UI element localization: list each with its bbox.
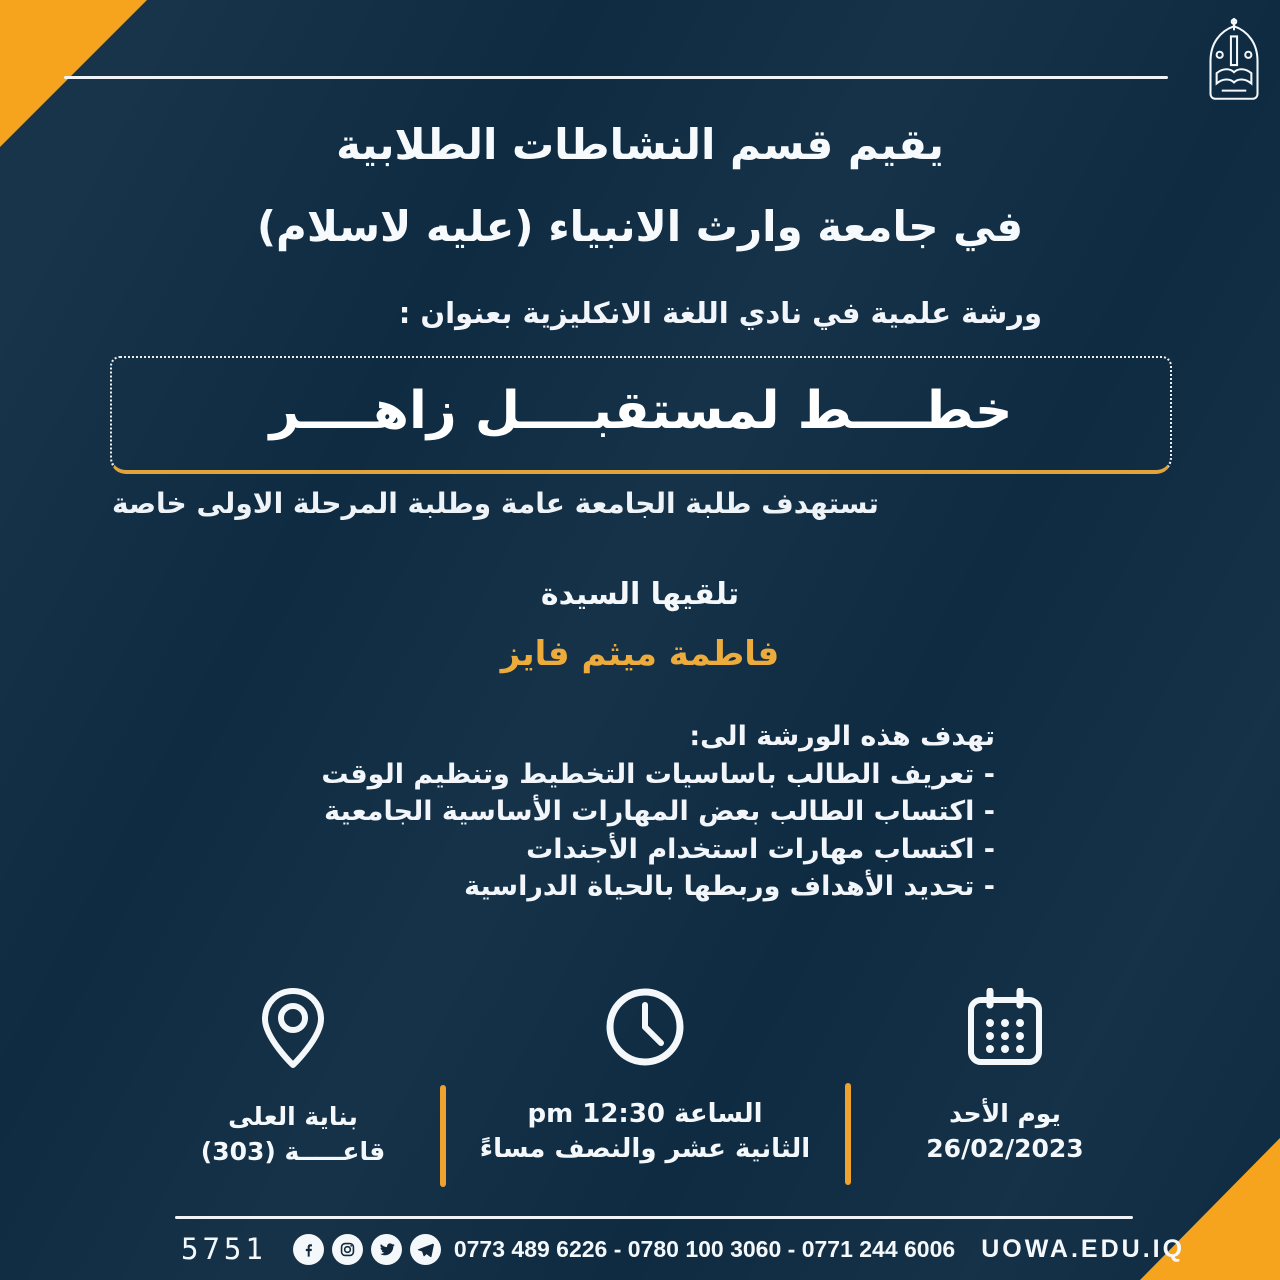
- location-pin-icon: [257, 987, 329, 1071]
- audience-line: تستهدف طلبة الجامعة عامة وطلبة المرحلة الاولى خاصة: [112, 487, 879, 520]
- telegram-icon: [410, 1234, 441, 1265]
- goal-item: - تحديد الأهداف وربطها بالحياة الدراسية: [464, 871, 995, 902]
- workshop-title: خطــــط لمستقبــــل زاهــــر: [269, 381, 1013, 441]
- short-phone-number: 5751: [181, 1232, 267, 1266]
- date-line1: يوم الأحد: [949, 1099, 1061, 1128]
- time-line1: الساعة pm 12:30: [527, 1099, 763, 1129]
- header-title-line2: في جامعة وارث الانبياء (عليه لاسلام): [256, 202, 1024, 251]
- goal-item: - اكتساب مهارات استخدام الأجندات: [526, 833, 995, 865]
- orange-divider: [845, 1083, 851, 1185]
- twitter-icon: [371, 1234, 402, 1265]
- website-url: UOWA.EDU.IQ: [981, 1234, 1186, 1263]
- presenter-label: تلقيها السيدة: [540, 577, 740, 612]
- footer-divider-line: [175, 1216, 1133, 1219]
- location-detail: [163, 987, 423, 1169]
- date-line2: 26/02/2023: [926, 1134, 1084, 1163]
- location-line2: قاعـــــة (303): [200, 1137, 386, 1166]
- header-title-line1: يقيم قسم النشاطات الطلابية: [336, 120, 944, 169]
- goal-item: - تعريف الطالب باساسيات التخطيط وتنظيم الوقت: [321, 758, 995, 790]
- goals-list: [321, 718, 995, 906]
- university-logo: [1202, 16, 1266, 110]
- time-detail: [455, 985, 835, 1167]
- footer-bar: [168, 1226, 1186, 1272]
- workshop-title-box: [110, 356, 1172, 474]
- university-emblem-icon: [1202, 16, 1266, 110]
- top-divider-line: [64, 76, 1168, 79]
- instagram-icon: [332, 1234, 363, 1265]
- clock-icon: [603, 985, 687, 1069]
- presenter-name: فاطمة ميثم فايز: [500, 634, 780, 674]
- date-detail: [860, 988, 1150, 1166]
- time-line2: الثانية عشر والنصف مساءً: [479, 1134, 811, 1164]
- header-title: [0, 104, 1280, 268]
- orange-divider: [440, 1085, 446, 1187]
- location-line1: بناية العلى: [228, 1102, 358, 1131]
- workshop-intro: ورشة علمية في نادي اللغة الانكليزية بعنوان :: [398, 296, 1042, 330]
- calendar-icon: [966, 988, 1044, 1068]
- facebook-icon: [293, 1234, 324, 1265]
- goal-item: - اكتساب الطالب بعض المهارات الأساسية الجامعية: [324, 796, 995, 827]
- goals-heading: تهدف هذه الورشة الى:: [689, 721, 995, 752]
- phone-numbers: 0773 489 6226 - 0780 100 3060 - 0771 244 6006: [453, 1235, 956, 1262]
- social-icons: [293, 1234, 441, 1265]
